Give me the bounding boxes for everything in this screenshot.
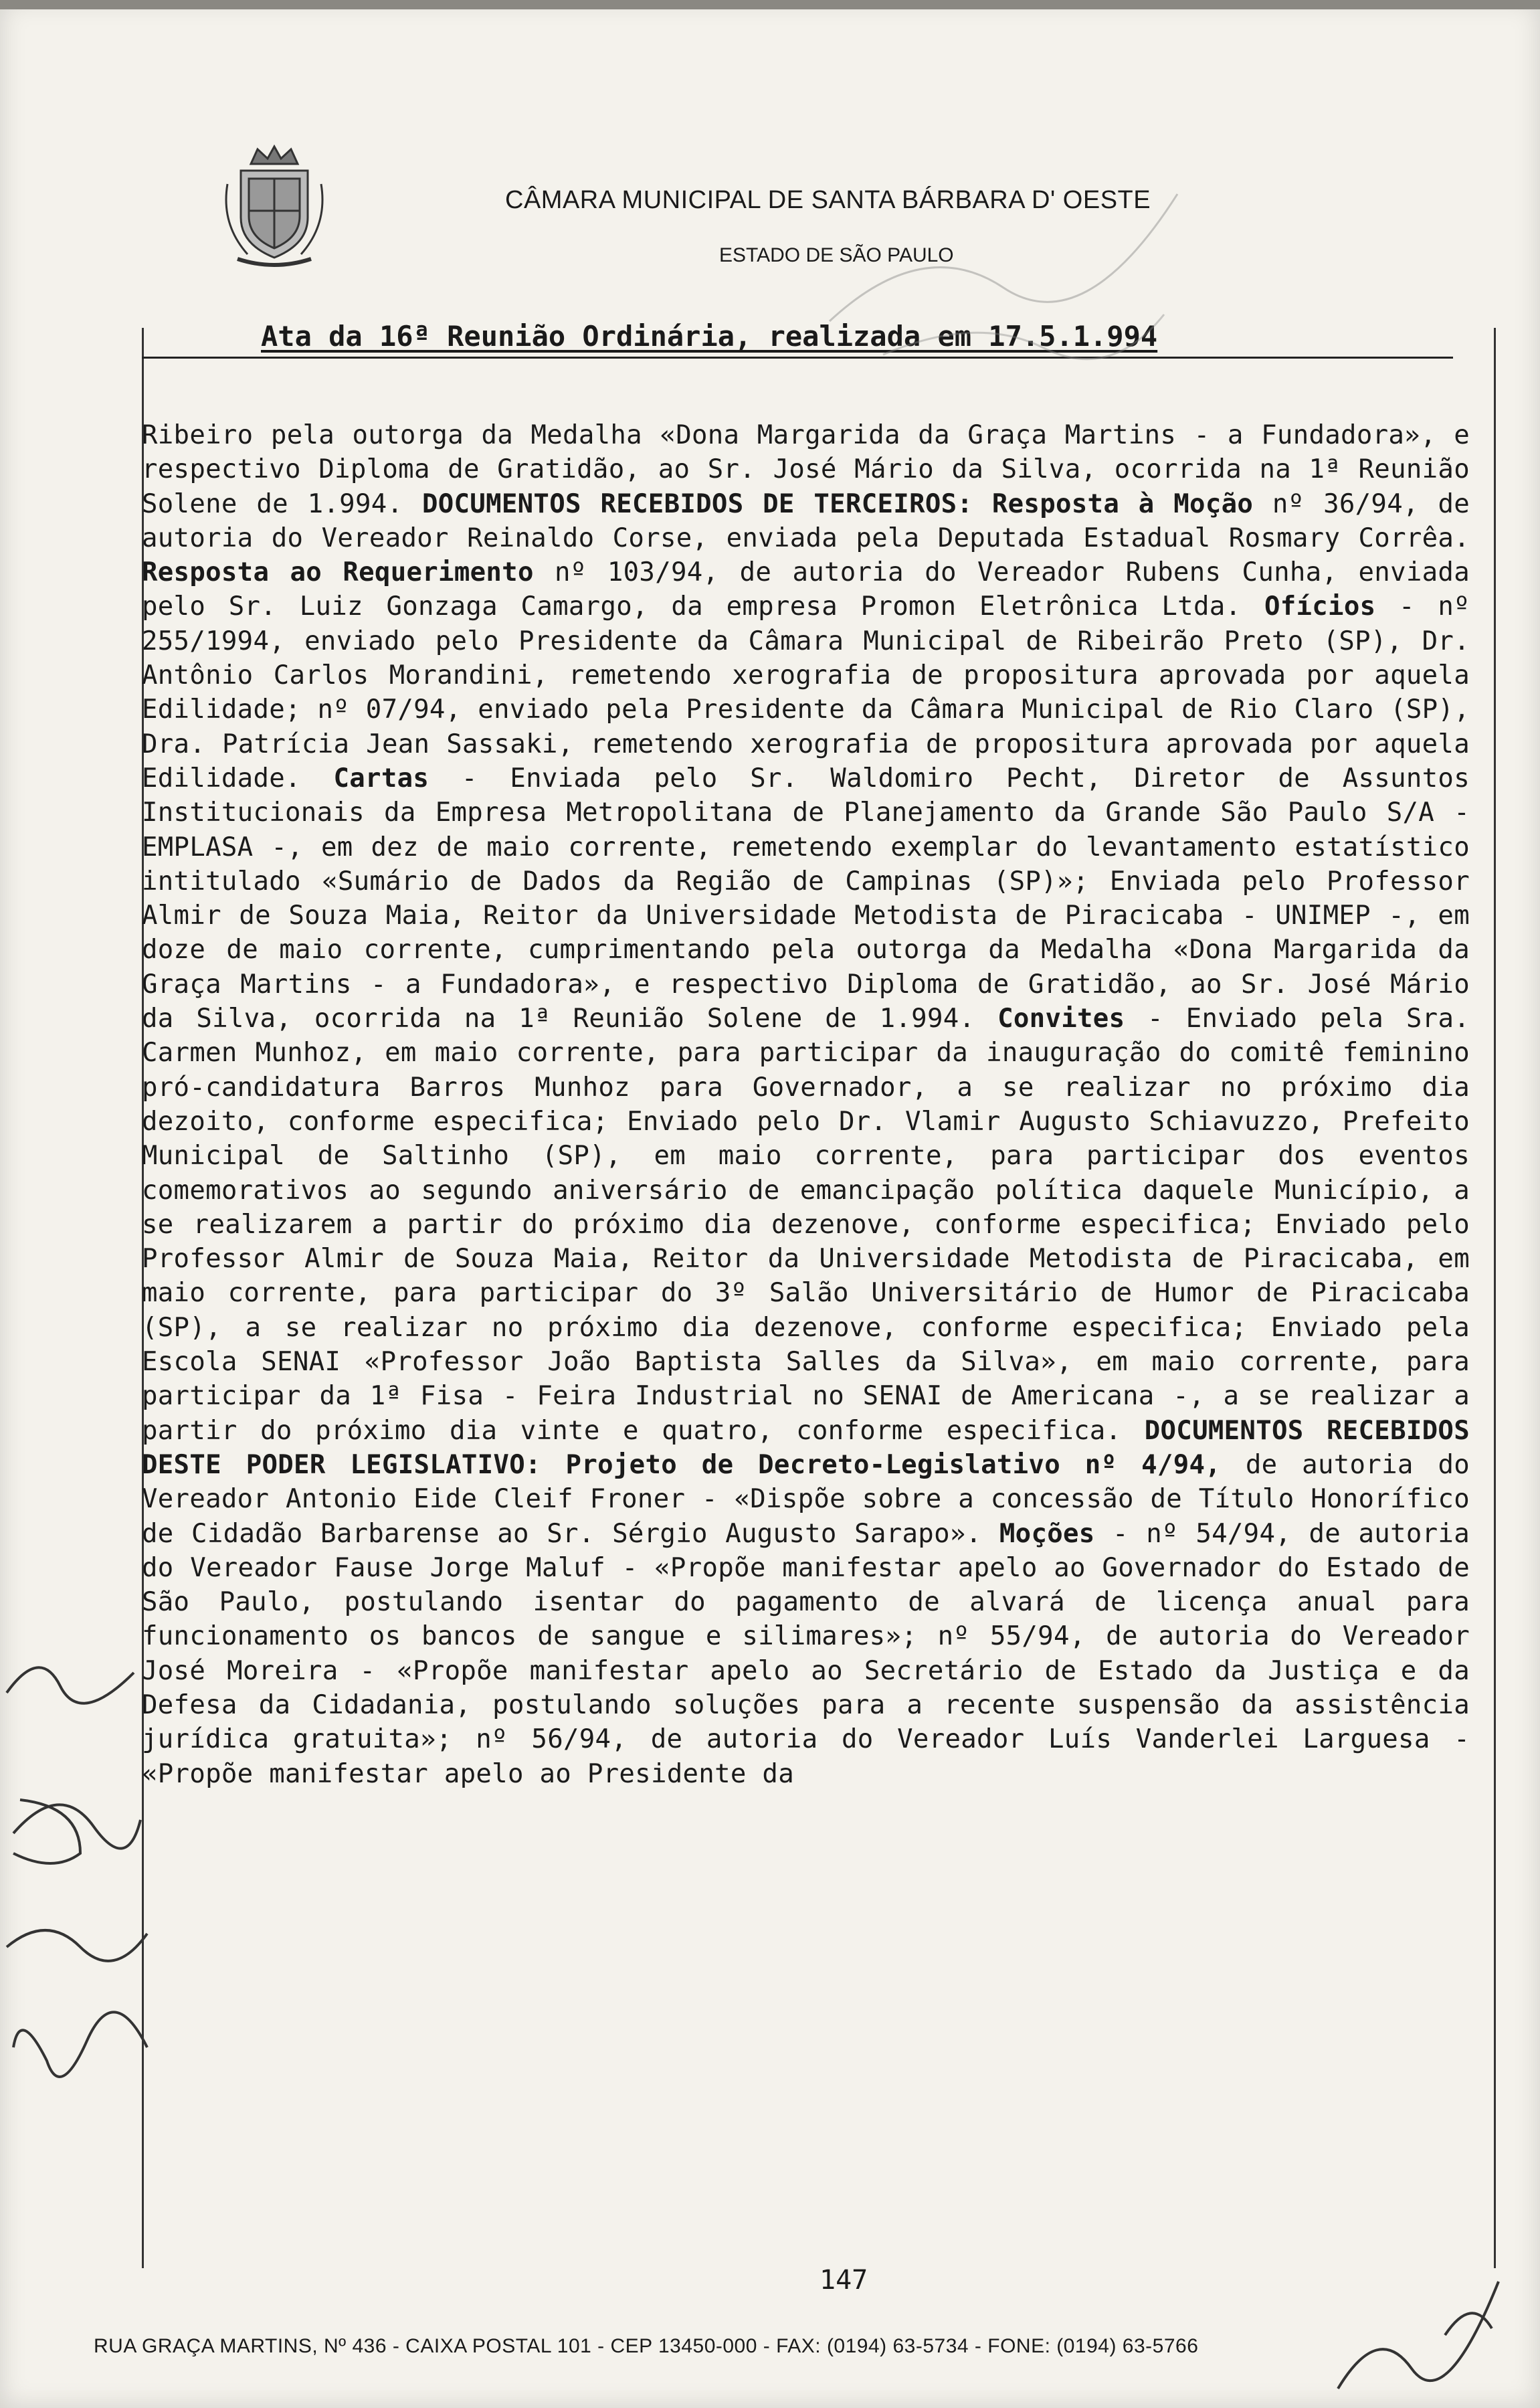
footer-address: RUA GRAÇA MARTINS, Nº 436 - CAIXA POSTAL 101 - CEP 13450-000 - FAX: (0194) 63-5734 - FONE: (0194) 63-5766 [94, 2335, 1199, 2357]
section-heading: Resposta ao Requerimento [142, 557, 534, 588]
state-name: ESTADO DE SÃO PAULO [719, 244, 954, 266]
section-heading: Convites [997, 1004, 1125, 1034]
body-segment: Ribeiro pela outorga da Medalha «Dona Margarida da Graça Martins - a Fundadora», e respectivo Diploma de Gratidão, ao Sr. José Mário da Silva, ocorrida na 1ª Reunião Solene de 1.994. [142, 420, 1470, 519]
minutes-title: Ata da 16ª Reunião Ordinária, realizada em 17.5.1.994 [261, 320, 1158, 353]
body-segment: - Enviado pela Sra. Carmen Munhoz, em maio corrente, para participar da inauguração do comitê feminino pró-candidatura Barros Munhoz para Governador, a se realizar no próximo dia dezoito, conforme especifica; Enviado pelo Dr. Vlamir Augusto Schiavuzzo, Prefeito Municipal de Saltinho (SP), em maio corrente, para participar dos eventos comemorativos ao segundo aniversário de emancipação política daquele Município, a se realizarem a partir do próximo dia dezenove, conforme especifica; Enviado pelo Professor Almir de Souza Maia, Reitor da Universidade Metodista de Piracicaba, em maio corrente, para participar do 3º Salão Universitário de Humor de Piracicaba (SP), a se realizar no próximo dia dezenove, conforme especifica; Enviado pela Escola SENAI «Professor João Baptista Salles da Silva», em maio corrente, para participar da 1ª Fisa - Feira Industrial no SENAI de Americana -, a se realizar a partir do próximo dia vinte e quatro, conforme especifica. [142, 1004, 1470, 1446]
title-rule [142, 357, 1453, 359]
body-segment: - nº 255/1994, enviado pelo Presidente da Câmara Municipal de Ribeirão Preto (SP), Dr. Antônio Carlos Morandini, remetendo xerografia de propositura aprovada por aquela Edilidade; nº 07/94, enviado pela Presidente da Câmara Municipal de Rio Claro (SP), Dra. Patrícia Jean Sassaki, remetendo xerografia de propositura aprovada por aquela Edilidade. [142, 591, 1470, 794]
scan-top-edge [0, 0, 1540, 9]
body-segment: nº 36/94, de autoria do Vereador Reinaldo Corse, enviada pela Deputada Estadual Rosmary Corrêa. [142, 488, 1470, 553]
body-segment: - nº 54/94, de autoria do Vereador Fause Jorge Maluf - «Propõe manifestar apelo ao Governador do Estado de São Paulo, postulando isentar do pagamento de alvará de licença anual para funcionamento os bancos de sangue e silimares»; nº 55/94, de autoria do Vereador José Moreira - «Propõe manifestar apelo ao Secretário de Estado da Justiça e da Defesa da Cidadania, postulando soluções para a recente suspensão da assistência jurídica gratuita»; nº 56/94, de autoria do Vereador Luís Vanderlei Larguesa - «Propõe manifestar apelo ao Presidente da [142, 1518, 1470, 1789]
body-segment: nº 103/94, de autoria do Vereador Rubens Cunha, enviada pelo Sr. Luiz Gonzaga Camargo, da empresa Promon Eletrônica Ltda. [142, 557, 1470, 622]
body-segment: de autoria do Vereador Antonio Eide Cleif Froner - «Dispõe sobre a concessão de Título Honorífico de Cidadão Barbarense ao Sr. Sérgio Augusto Sarapo». [142, 1449, 1470, 1549]
section-heading: Cartas [333, 763, 429, 794]
margin-signatures [0, 1633, 154, 2154]
right-margin-line [1494, 328, 1496, 2268]
page-number: 147 [820, 2265, 868, 2296]
initials-bottom-right [1325, 2255, 1525, 2402]
coat-of-arms-seal [221, 144, 328, 268]
section-heading: Ofícios [1264, 591, 1376, 622]
section-heading: Moções [999, 1518, 1095, 1549]
body-segment: - Enviada pelo Sr. Waldomiro Pecht, Diretor de Assuntos Institucionais da Empresa Metropolitana de Planejamento da Grande São Paulo S/A - EMPLASA -, em dez de maio corrente, remetendo exemplar do levantamento estatístico intitulado «Sumário de Dados da Região de Campinas (SP)»; Enviada pelo Professor Almir de Souza Maia, Reitor da Universidade Metodista de Piracicaba - UNIMEP -, em doze de maio corrente, cumprimentando pela outorga da Medalha «Dona Margarida da Graça Martins - a Fundadora», e respectivo Diploma de Gratidão, ao Sr. José Mário da Silva, ocorrida na 1ª Reunião Solene de 1.994. [142, 763, 1470, 1034]
section-heading: DOCUMENTOS RECEBIDOS DE TERCEIROS: Resposta à Moção [421, 488, 1254, 519]
minutes-body [142, 418, 1470, 1791]
institution-name: CÂMARA MUNICIPAL DE SANTA BÁRBARA D' OESTE [505, 186, 1151, 214]
section-heading: DOCUMENTOS RECEBIDOS DESTE PODER LEGISLATIVO: Projeto de Decreto-Legislativo nº 4/94, [142, 1415, 1470, 1480]
